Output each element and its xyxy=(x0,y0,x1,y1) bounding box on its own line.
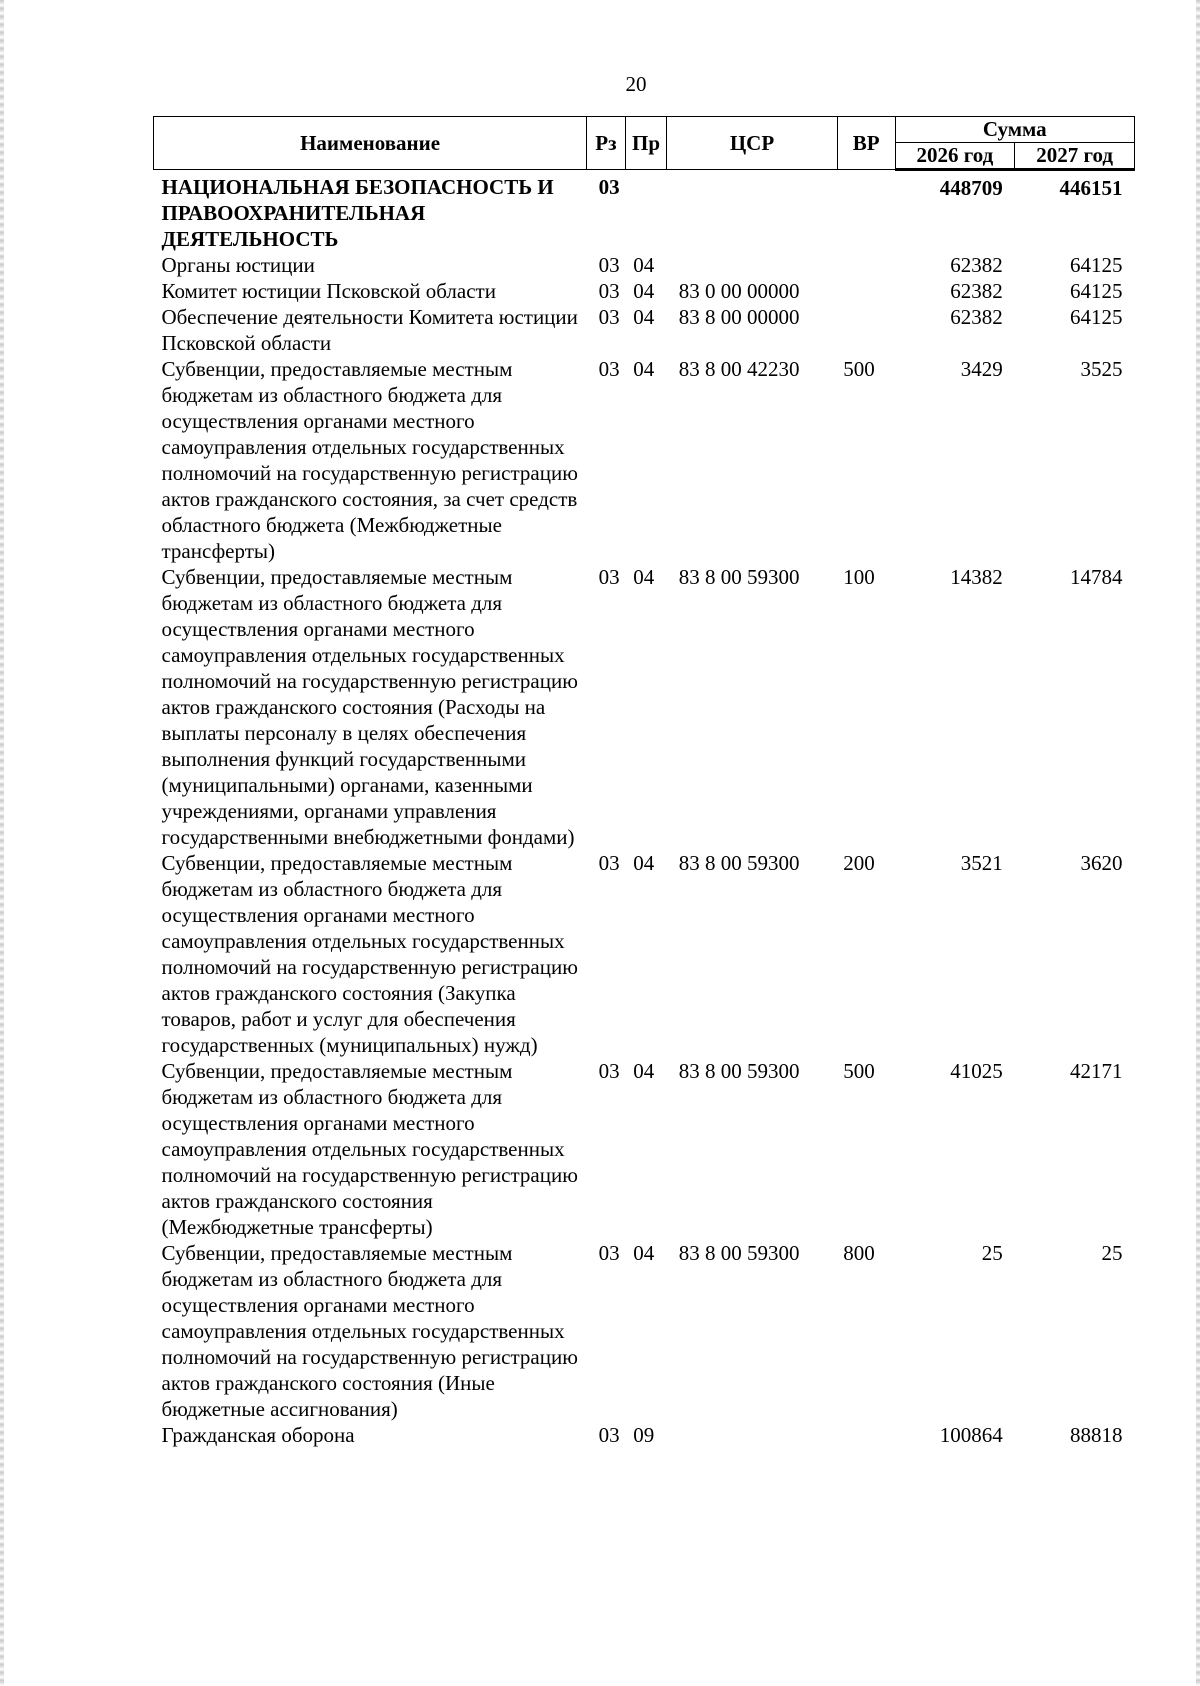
row-vr xyxy=(837,252,895,278)
row-pr: 04 xyxy=(633,1059,655,1083)
row-sum-2027: 25 xyxy=(1101,1241,1123,1265)
table-row xyxy=(154,1058,1135,1240)
row-sum-2026: 3521 xyxy=(960,851,1003,875)
row-rz: 03 xyxy=(598,357,620,381)
row-rz: 03 xyxy=(598,175,620,199)
row-csr: 83 8 00 59300 xyxy=(678,1059,800,1083)
row-pr: 04 xyxy=(633,305,655,329)
scan-edge-left xyxy=(0,0,4,1686)
header-pr: Пр xyxy=(625,117,667,170)
row-csr: 83 0 00 00000 xyxy=(678,279,800,303)
header-csr: ЦСР xyxy=(667,117,837,170)
row-rz: 03 xyxy=(598,851,620,875)
row-sum-2027: 64125 xyxy=(1070,253,1123,277)
row-vr xyxy=(837,1422,895,1448)
row-csr: 83 8 00 59300 xyxy=(678,565,800,589)
page-number: 20 xyxy=(625,72,647,96)
table-row xyxy=(154,356,1135,564)
table-row xyxy=(154,170,1135,253)
row-sum-2026: 25 xyxy=(981,1241,1003,1265)
row-sum-2026: 14382 xyxy=(950,565,1003,589)
row-rz: 03 xyxy=(598,565,620,589)
row-sum-2026: 62382 xyxy=(950,305,1003,329)
table-row xyxy=(154,1240,1135,1422)
row-name: Органы юстиции xyxy=(161,253,315,277)
row-vr: 500 xyxy=(843,1059,875,1083)
row-sum-2026: 41025 xyxy=(950,1059,1003,1083)
row-rz: 03 xyxy=(598,1423,620,1447)
table-row xyxy=(154,278,1135,304)
row-name: Субвенции, предоставляемые местным бюджетам из областного бюджета для осуществления органами местного самоуправления отдельных государственных полномочий на государственную регистрацию актов гражданского состояния (Закупка товаров, работ и услуг для обеспечения государственных (муниципальных) нужд) xyxy=(161,851,578,1057)
row-csr: 83 8 00 00000 xyxy=(678,305,800,329)
header-rz: Рз xyxy=(587,117,626,170)
row-rz: 03 xyxy=(598,253,620,277)
row-vr xyxy=(837,170,895,253)
header-year-2026: 2026 год xyxy=(895,143,1015,170)
row-pr: 04 xyxy=(633,279,655,303)
row-name: Субвенции, предоставляемые местным бюджетам из областного бюджета для осуществления органами местного самоуправления отдельных государственных полномочий на государственную регистрацию актов гражданского состояния (Расходы на выплаты персоналу в целях обеспечения выполнения функций государственными (муниципальными) органами, казенными учреждениями, органами управления государственными внебюджетными фондами) xyxy=(161,565,578,849)
row-csr: 83 8 00 59300 xyxy=(678,851,800,875)
row-name: Субвенции, предоставляемые местным бюджетам из областного бюджета для осуществления органами местного самоуправления отдельных государственных полномочий на государственную регистрацию актов гражданского состояния, за счет средств областного бюджета (Межбюджетные трансферты) xyxy=(161,357,578,563)
row-csr xyxy=(667,1422,837,1448)
table-row xyxy=(154,564,1135,850)
row-sum-2027: 3620 xyxy=(1080,851,1123,875)
row-rz: 03 xyxy=(598,279,620,303)
row-csr xyxy=(667,252,837,278)
row-pr: 04 xyxy=(633,357,655,381)
row-name: Комитет юстиции Псковской области xyxy=(161,279,496,303)
row-sum-2026: 62382 xyxy=(950,253,1003,277)
table-row xyxy=(154,850,1135,1058)
row-rz: 03 xyxy=(598,1241,620,1265)
table-body xyxy=(154,170,1135,1449)
row-vr xyxy=(837,304,895,356)
table-header xyxy=(154,117,1135,170)
header-sum: Сумма xyxy=(895,117,1134,143)
header-vr: ВР xyxy=(837,117,895,170)
table-row xyxy=(154,252,1135,278)
row-vr xyxy=(837,278,895,304)
row-vr: 100 xyxy=(843,565,875,589)
row-vr: 500 xyxy=(843,357,875,381)
row-sum-2027: 3525 xyxy=(1080,357,1123,381)
row-pr: 04 xyxy=(633,851,655,875)
row-pr: 04 xyxy=(633,565,655,589)
row-sum-2027: 64125 xyxy=(1070,305,1123,329)
table-row xyxy=(154,1422,1135,1448)
row-sum-2027: 446151 xyxy=(1059,176,1123,200)
row-rz: 03 xyxy=(598,305,620,329)
row-pr: 09 xyxy=(633,1423,655,1447)
row-csr: 83 8 00 59300 xyxy=(678,1241,800,1265)
table-row xyxy=(154,304,1135,356)
row-sum-2026: 448709 xyxy=(939,176,1003,200)
header-name: Наименование xyxy=(154,117,587,170)
row-pr: 04 xyxy=(633,253,655,277)
row-vr: 200 xyxy=(843,851,875,875)
row-sum-2027: 14784 xyxy=(1070,565,1123,589)
row-name: Субвенции, предоставляемые местным бюджетам из областного бюджета для осуществления органами местного самоуправления отдельных государственных полномочий на государственную регистрацию актов гражданского состояния (Иные бюджетные ассигнования) xyxy=(161,1241,578,1421)
header-year-2027: 2027 год xyxy=(1015,143,1135,170)
row-csr xyxy=(667,170,837,253)
row-pr: 04 xyxy=(633,1241,655,1265)
row-pr xyxy=(625,170,667,253)
budget-table xyxy=(153,116,1135,1448)
row-csr: 83 8 00 42230 xyxy=(678,357,800,381)
row-name: Субвенции, предоставляемые местным бюджетам из областного бюджета для осуществления органами местного самоуправления отдельных государственных полномочий на государственную регистрацию актов гражданского состояния (Межбюджетные трансферты) xyxy=(161,1059,578,1239)
row-sum-2026: 62382 xyxy=(950,279,1003,303)
row-rz: 03 xyxy=(598,1059,620,1083)
scan-edge-right xyxy=(1196,0,1200,1686)
row-sum-2027: 64125 xyxy=(1070,279,1123,303)
row-sum-2026: 100864 xyxy=(939,1423,1003,1447)
row-sum-2026: 3429 xyxy=(960,357,1003,381)
row-sum-2027: 42171 xyxy=(1070,1059,1123,1083)
row-name: Обеспечение деятельности Комитета юстиции Псковской области xyxy=(161,305,578,355)
row-sum-2027: 88818 xyxy=(1070,1423,1123,1447)
row-vr: 800 xyxy=(843,1241,875,1265)
row-name: Гражданская оборона xyxy=(161,1423,355,1447)
row-name: НАЦИОНАЛЬНАЯ БЕЗОПАСНОСТЬ И ПРАВООХРАНИТЕЛЬНАЯ ДЕЯТЕЛЬНОСТЬ xyxy=(161,175,554,251)
